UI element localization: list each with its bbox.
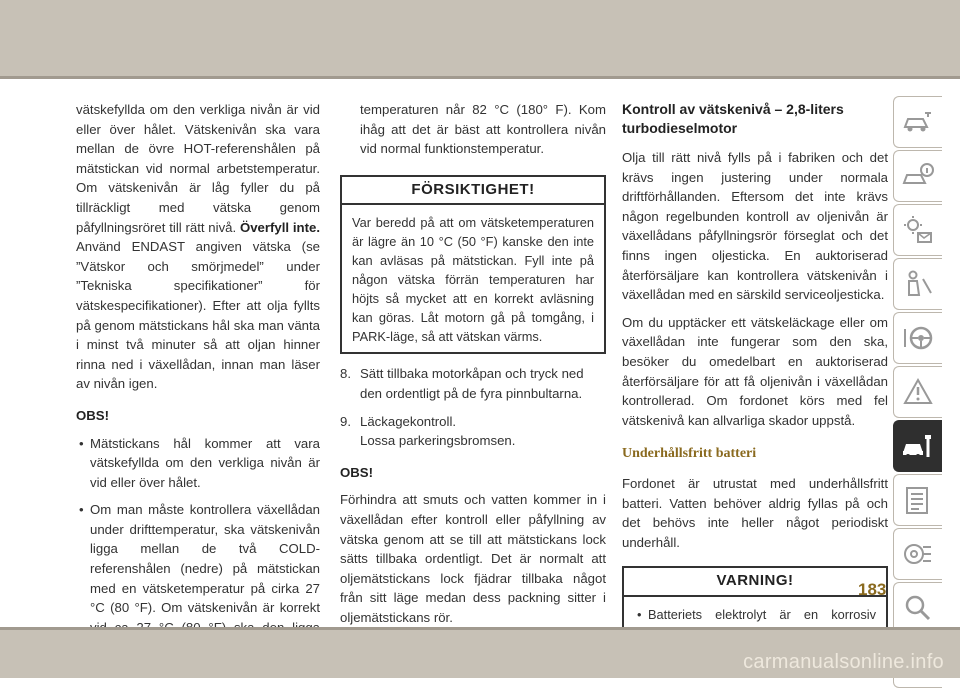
bullet-icon: •	[79, 502, 84, 518]
watermark: carmanualsonline.info	[743, 651, 944, 673]
tab-seatbelt-airbag[interactable]	[893, 258, 942, 310]
step-text: Läckagekontroll.	[360, 413, 457, 429]
bold-text: Överfyll inte.	[239, 219, 320, 235]
tab-hazard-warning[interactable]	[893, 366, 942, 418]
seatbelt-airbag-icon	[901, 267, 935, 301]
warning-title: VARNING!	[624, 568, 886, 597]
text: Använd ENDAST angiven vätska (se ”Vätskor och smörjmedel” under ”Tekniska specifikationer” för vätskespecifikationer). Efter att olja fyllts på genom mätstickans hål ska man vänta i minst två minuter så att oljan hinner rinna ned i växellådan, innan man läser av nivån igen.	[76, 239, 320, 392]
bullet-icon: •	[637, 606, 642, 622]
text: vätskefyllda om den verkliga nivån är vid eller över hålet. Vätskenivån ska vara mellan de övre HOT-referenshålen på mätstickan vid normal arbetstemperatur. Om vätskenivån är låg fyller du på tillräckligt med vätska genom påfyllningsröret till rätt nivå.	[76, 102, 320, 235]
chapter-tabs	[893, 96, 943, 690]
text-column-3	[622, 100, 888, 680]
car-service-icon	[901, 429, 935, 463]
multimedia-icon	[901, 537, 935, 571]
checklist-icon	[901, 483, 935, 517]
list-item	[76, 434, 320, 493]
step-number: 8.	[340, 366, 351, 382]
hazard-warning-icon	[901, 375, 935, 409]
text-column-2	[340, 100, 606, 636]
tab-car-key[interactable]	[893, 96, 942, 148]
car-info-icon	[901, 159, 935, 193]
step-number: 9.	[340, 413, 351, 429]
paragraph: Om du upptäcker ett vätskeläckage eller om växellådan inte fungerar som den ska, besöker du omedelbart en auktoriserad återförsäljare för att få oljenivån i växellådan kontrollerad. Om fordonet körs med fel vätskenivå kan allvarliga skador uppstå.	[622, 314, 888, 428]
bullet-icon: •	[79, 435, 84, 451]
section-heading: Kontroll av vätskenivå – 2,8-liters turbodieselmotor	[622, 101, 844, 136]
search-index-icon	[901, 591, 935, 625]
tab-car-info[interactable]	[893, 150, 942, 202]
list-item-text: Om man måste kontrollera växellådan under drifttemperatur, ska vätskenivån ligga mellan de två COLD-referenshålen (nedre) på mätstickan med en vätsketemperatur på cirka 27 °C (80 °F). Om vätskenivån är korrekt	[90, 502, 320, 616]
paragraph: Förhindra att smuts och vatten kommer in i växellådan efter kontroll eller påfyllning av vätska genom att se till att mätstickans lock sätts tillbaka ordentligt. Det är normalt att oljemätstickans lock fjädrar tillbaka något från sitt läge medan dess packning sitter i oljemätstickans rör.	[340, 492, 606, 625]
paragraph: Olja till rätt nivå fylls på i fabriken och det krävs ingen justering under normala driftförhållanden. Eftersom det inte krävs någon regelbunden kontroll av oljenivån är växellådans påfyllningsrör förseglat och det finns ingen oljesticka. En auktoriserad återförsäljare kan kontrollera vätskenivån i växellådan med en särskild serviceoljesticka.	[622, 150, 888, 303]
tab-car-service[interactable]	[893, 420, 942, 472]
paragraph	[76, 100, 320, 394]
caution-body: Var beredd på att om vätsketemperaturen är lägre än 10 °C (50 °F) kanske den inte kan avläsas på mätstickan. Fyll inte på någon vätska förrän temperaturen har höjts så mycket att en korrekt avläsning kan göras. Låt motorn gå på tomgång, i PARK-läge, så att vätskan värms.	[352, 215, 594, 345]
text-column-1	[76, 100, 320, 685]
subsection-heading: Underhållsfritt batteri	[622, 446, 757, 462]
paragraph: temperaturen når 82 °C (180° F). Kom ihåg att det är bäst att kontrollera nivån vid normal funktionstemperatur.	[360, 102, 606, 157]
car-key-icon	[901, 105, 935, 139]
caution-box	[340, 175, 606, 355]
top-band	[0, 0, 960, 76]
steering-wheel-icon	[901, 321, 935, 355]
step-item	[340, 364, 606, 403]
step-item	[340, 412, 606, 451]
tab-checklist[interactable]	[893, 474, 942, 526]
dashboard-lights-icon	[901, 213, 935, 247]
step-subtext: Lossa parkeringsbromsen.	[360, 433, 516, 449]
top-band-line	[0, 76, 960, 79]
step-text: Sätt tillbaka motorkåpan och tryck ned den ordentligt på de fyra pinnbultarna.	[360, 366, 584, 401]
tab-steering-wheel[interactable]	[893, 312, 942, 364]
list-item-text: Batteriets elektrolyt är en korrosiv	[648, 606, 876, 622]
paragraph: Fordonet är utrustat med underhållsfritt batteri. Vatten behöver aldrig fyllas på och det behövs inte heller något periodiskt underhåll.	[622, 475, 888, 550]
note-label: OBS!	[76, 407, 109, 423]
tab-dashboard-lights[interactable]	[893, 204, 942, 256]
list-item-text: Mätstickans hål kommer att vara vätskefyllda om den verkliga nivån är vid eller över hålet.	[90, 435, 320, 490]
caution-title: FÖRSIKTIGHET!	[342, 177, 604, 206]
note-label: OBS!	[340, 464, 373, 480]
page-number: 183	[858, 580, 887, 599]
tab-multimedia[interactable]	[893, 528, 942, 580]
